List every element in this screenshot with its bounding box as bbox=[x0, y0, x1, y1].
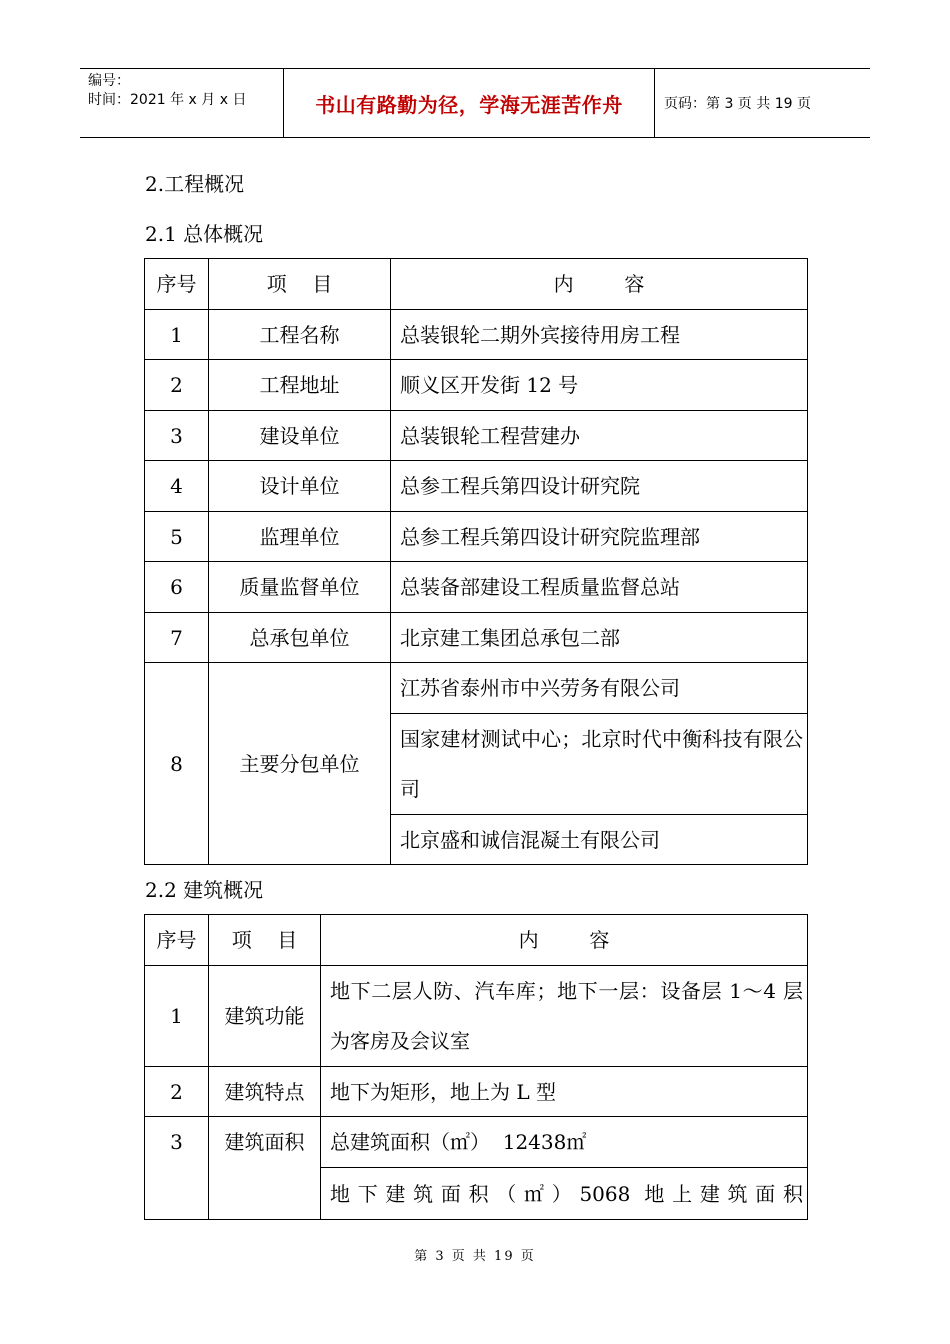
header-meta bbox=[80, 69, 283, 137]
row-content: 总参工程兵第四设计研究院监理部 bbox=[391, 512, 808, 562]
row-item: 工程名称 bbox=[209, 310, 391, 360]
row-item: 监理单位 bbox=[209, 512, 391, 562]
row-no: 8 bbox=[145, 663, 209, 865]
row-content: 北京盛和诚信混凝土有限公司 bbox=[391, 815, 808, 865]
row-item: 设计单位 bbox=[209, 461, 391, 512]
page-header bbox=[80, 68, 870, 138]
table-row bbox=[145, 360, 808, 411]
table-row bbox=[145, 1067, 808, 1117]
row-item: 建筑功能 bbox=[209, 966, 321, 1067]
row-no: 3 bbox=[145, 411, 209, 461]
row-item: 主要分包单位 bbox=[209, 663, 391, 865]
col-header-item: 项 目 bbox=[209, 915, 321, 966]
table-row bbox=[145, 411, 808, 461]
header-page-info: 页码：第 3 页 共 19 页 bbox=[664, 96, 811, 112]
row-item: 工程地址 bbox=[209, 360, 391, 411]
document-time-label: 时间：2021 年 x 月 x 日 bbox=[88, 92, 247, 108]
general-overview-table bbox=[144, 258, 808, 865]
row-item: 建设单位 bbox=[209, 411, 391, 461]
table-row bbox=[145, 461, 808, 512]
row-item: 建筑面积 bbox=[209, 1117, 321, 1220]
row-item: 建筑特点 bbox=[209, 1067, 321, 1117]
row-no: 3 bbox=[145, 1117, 209, 1220]
row-content: 地下二层人防、汽车库；地下一层：设备层 1～4 层为客房及会议室 bbox=[321, 966, 808, 1067]
row-no: 7 bbox=[145, 613, 209, 663]
row-content: 江苏省泰州市中兴劳务有限公司 bbox=[391, 663, 808, 714]
row-no: 4 bbox=[145, 461, 209, 512]
col-header-content: 内 容 bbox=[391, 259, 808, 310]
row-content: 地下为矩形，地上为 L 型 bbox=[321, 1067, 808, 1117]
row-content: 北京建工集团总承包二部 bbox=[391, 613, 808, 663]
building-overview-table bbox=[144, 914, 808, 1220]
col-header-no: 序号 bbox=[145, 259, 209, 310]
row-no: 2 bbox=[145, 360, 209, 411]
document-number-label: 编号： bbox=[88, 73, 130, 89]
subsection-title-building: 2.2 建筑概况 bbox=[145, 878, 264, 902]
row-content: 地下建筑面积（㎡）5068 地上建筑面积 bbox=[321, 1168, 808, 1220]
row-content: 顺义区开发街 12 号 bbox=[391, 360, 808, 411]
row-no: 1 bbox=[145, 966, 209, 1067]
table-row bbox=[145, 613, 808, 663]
table-row bbox=[145, 1117, 808, 1168]
table-row bbox=[145, 310, 808, 360]
row-item: 质量监督单位 bbox=[209, 562, 391, 613]
table-row bbox=[145, 562, 808, 613]
col-header-content: 内 容 bbox=[321, 915, 808, 966]
row-content: 总装银轮工程营建办 bbox=[391, 411, 808, 461]
row-no: 5 bbox=[145, 512, 209, 562]
table-header-row bbox=[145, 915, 808, 966]
table-header-row bbox=[145, 259, 808, 310]
row-no: 1 bbox=[145, 310, 209, 360]
row-content: 总装备部建设工程质量监督总站 bbox=[391, 562, 808, 613]
row-no: 6 bbox=[145, 562, 209, 613]
table-row bbox=[145, 512, 808, 562]
subsection-title-general: 2.1 总体概况 bbox=[145, 222, 264, 246]
row-content: 总参工程兵第四设计研究院 bbox=[391, 461, 808, 512]
page-footer: 第 3 页 共 19 页 bbox=[414, 1249, 536, 1264]
table-row bbox=[145, 663, 808, 714]
col-header-item: 项 目 bbox=[209, 259, 391, 310]
row-content: 总装银轮二期外宾接待用房工程 bbox=[391, 310, 808, 360]
row-content: 国家建材测试中心；北京时代中衡科技有限公司 bbox=[391, 714, 808, 815]
row-no: 2 bbox=[145, 1067, 209, 1117]
section-title: 2.工程概况 bbox=[145, 172, 245, 196]
row-content: 总建筑面积（㎡） 12438㎡ bbox=[321, 1117, 808, 1168]
header-motto: 书山有路勤为径，学海无涯苦作舟 bbox=[283, 69, 655, 137]
table-row bbox=[145, 966, 808, 1067]
row-item: 总承包单位 bbox=[209, 613, 391, 663]
col-header-no: 序号 bbox=[145, 915, 209, 966]
